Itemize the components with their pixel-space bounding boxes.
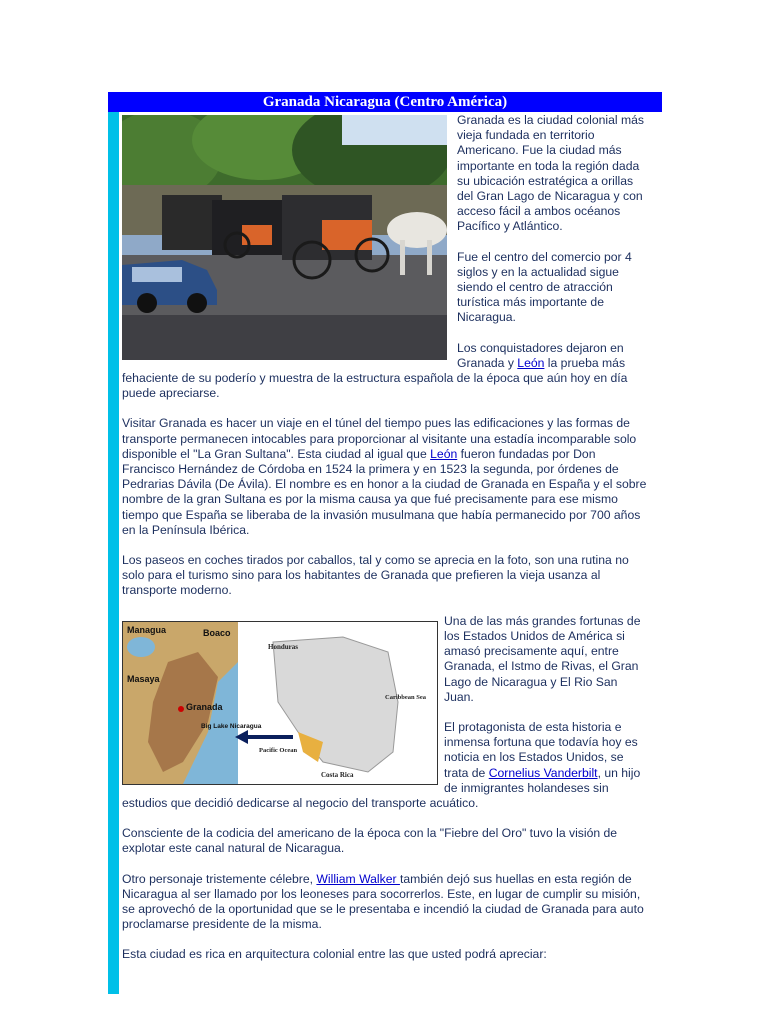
gold-rush-paragraph: Consciente de la codicia del americano de la época con la "Fiebre del Oro" tuvo la visión de explotar este canal natural de Nicaragua. <box>122 826 618 856</box>
horse-carriages-photo <box>122 115 447 360</box>
article-body <box>122 113 650 978</box>
map-label-masaya: Masaya <box>127 673 160 684</box>
leon-link[interactable]: León <box>517 355 545 370</box>
vanderbilt-intro-paragraph: Una de las más grandes fortunas de los Estados Unidos de América si amasó precisamente aquí, entre Granada, el Istmo de Rivas, el Gran Lago de Nicaragua y El Rio San Juan. <box>444 613 641 704</box>
map-label-costa-rica: Costa Rica <box>321 770 354 779</box>
map-label-boaco: Boaco <box>203 627 231 638</box>
cornelius-vanderbilt-link[interactable]: Cornelius Vanderbilt <box>488 765 598 780</box>
walker-paragraph: Otro personaje tristemente célebre, William Walker también dejó sus huellas en esta región de Nicaragua al ser llamado por los leoneses para socorrerlos. Este, en lugar de cumplir su misión, se aprovechó de la oportunidad que se le presentaba e incendió la ciudad de Granada para auto proclamarse presidente de la misma. <box>122 871 644 932</box>
vanderbilt-paragraph: El protagonista de esta historia e inmensa fortuna que todavía hoy es noticia en los Estados Unidos, se trata de Cornelius Vanderbilt, un hijo de inmigrantes holandeses sin estudios que decidió dedicarse al negocio del transporte acuático. <box>122 719 641 810</box>
carriage-paragraph: Los paseos en coches tirados por caballos, tal y como se aprecia en la foto, son una rutina no solo para el turismo sino para los habitantes de Granada que prefieren la vieja usanza al transporte moderno. <box>122 553 629 598</box>
map-label-granada: Granada <box>186 701 223 712</box>
left-accent-bar <box>108 111 119 994</box>
map-label-caribbean: Caribbean Sea <box>385 693 426 701</box>
map-label-pacific: Pacific Ocean <box>259 746 298 754</box>
map-label-managua: Managua <box>127 624 167 635</box>
leon-link-2[interactable]: León <box>430 446 458 461</box>
map-label-honduras: Honduras <box>268 642 298 651</box>
map-label-lake: Big Lake Nicaragua <box>201 722 262 730</box>
history-paragraph: Visitar Granada es hacer un viaje en el túnel del tiempo pues las edificaciones y las formas de transporte permanecen intocables para proporcionar al visitante una estadía incomparable solo disponible el "La Gran Sultana". Esta ciudad al igual que León fueron fundadas por Don Francisco Hernández de Córdoba en 1524 la primera y en 1523 la segunda, por órdenes de Pedrarias Dávila (De Ávila). El nombre es en honor a la ciudad de Granada en España y el sobre nombre de la gran Sultana es por la misma causa ya que fué precisamente para ese mismo tiempo que España se liberaba de la invasión musulmana que había permanecido por 700 años en la Península Ibérica. <box>122 416 647 537</box>
william-walker-link[interactable]: William Walker <box>316 871 400 886</box>
intro-paragraph-3: Los conquistadores dejaron en Granada y León la prueba más fehaciente de su poderío y muestra de la estructura española de la época que aún hoy en día puede apreciarse. <box>122 340 628 401</box>
intro-paragraph-2: Fue el centro del comercio por 4 siglos y en la actualidad sigue siendo el centro de atracción turística más importante de Nicaragua. <box>457 249 632 325</box>
nicaragua-map <box>122 621 438 785</box>
architecture-paragraph: Esta ciudad es rica en arquitectura colonial entre las que usted podrá apreciar: <box>122 947 547 962</box>
page-title: Granada Nicaragua (Centro América) <box>108 92 662 112</box>
intro-paragraph-1: Granada es la ciudad colonial más vieja fundada en territorio Americano. Fue la ciudad más importante en toda la región dada su ubicación estratégica a orillas del Gran Lago de Nicaragua y con acceso fácil a ambos océanos Pacífico y Atlántico. <box>457 113 644 234</box>
